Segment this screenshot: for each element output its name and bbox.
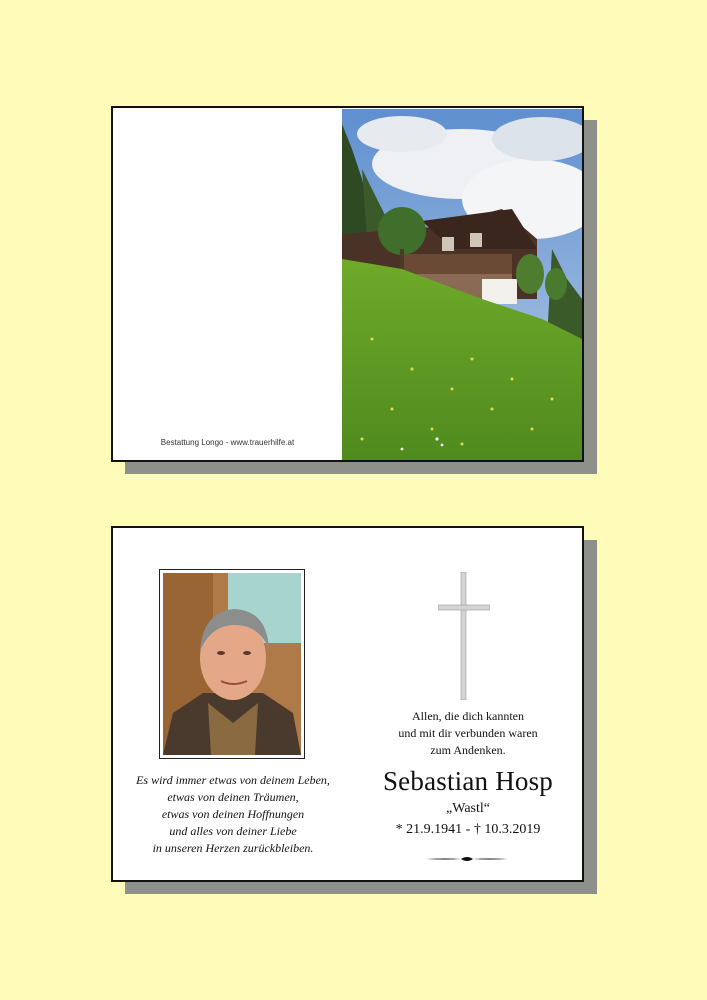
cross-icon bbox=[438, 572, 490, 700]
poem-line: Es wird immer etwas von deinem Leben, bbox=[136, 773, 330, 787]
memorial-poem bbox=[123, 772, 343, 857]
landscape-photo bbox=[342, 109, 582, 460]
ornament-divider-icon bbox=[426, 850, 508, 858]
dedication-line: Allen, die dich kannten bbox=[412, 709, 524, 723]
poem-line: etwas von deinen Hoffnungen bbox=[161, 807, 305, 821]
poem-line: in unseren Herzen zurückbleiben. bbox=[152, 841, 314, 855]
dedication-line: und mit dir verbunden waren bbox=[398, 726, 538, 740]
front-card-blank-panel bbox=[113, 108, 342, 460]
deceased-name: Sebastian Hosp bbox=[382, 766, 554, 796]
dedication-line: zum Andenken. bbox=[430, 743, 506, 757]
portrait-photo bbox=[163, 573, 301, 755]
poem-line: und alles von deiner Liebe bbox=[169, 824, 297, 838]
portrait-frame bbox=[159, 569, 305, 759]
life-dates: * 21.9.1941 - † 10.3.2019 bbox=[395, 822, 541, 837]
dedication-text bbox=[353, 708, 583, 759]
inside-card bbox=[111, 526, 584, 882]
poem-line: etwas von deinen Träumen, bbox=[167, 790, 299, 804]
deceased-nickname: „Wastl“ bbox=[446, 801, 490, 816]
front-card bbox=[111, 106, 584, 462]
funeral-home-credit: Bestattung Longo - www.trauerhilfe.at bbox=[160, 438, 295, 447]
